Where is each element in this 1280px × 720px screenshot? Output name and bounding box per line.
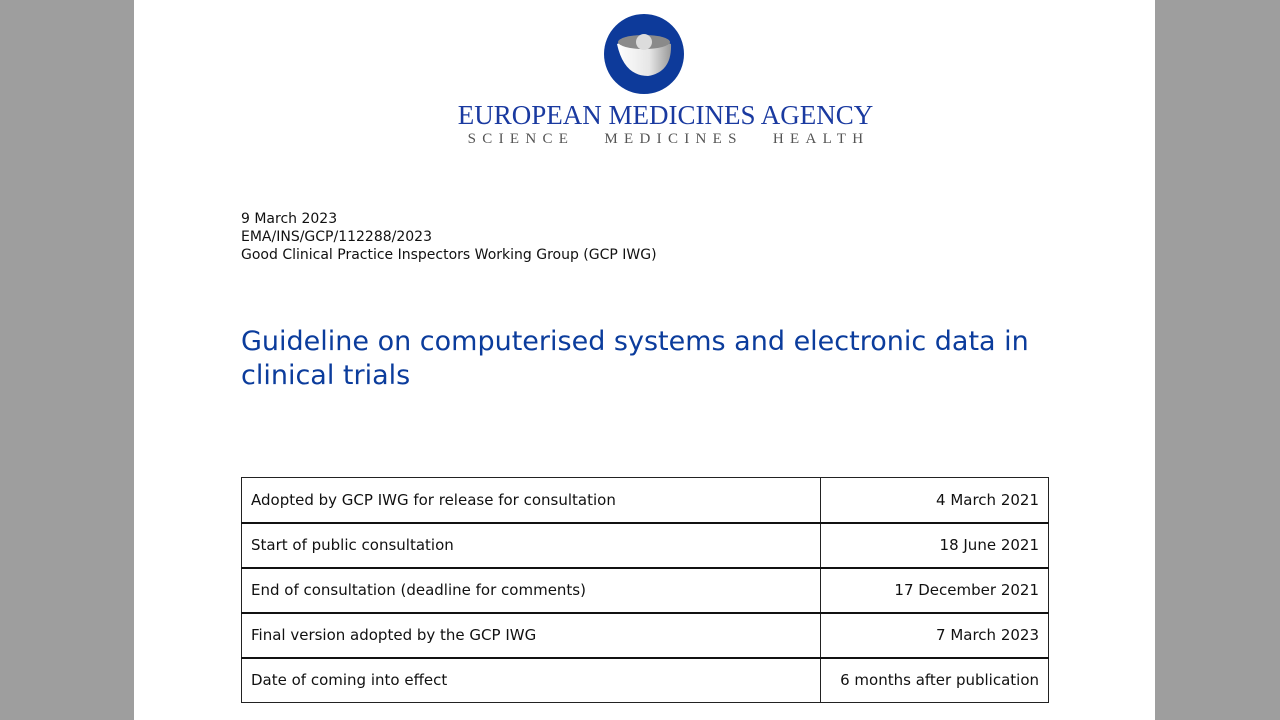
document-date: 9 March 2023 [241,211,338,227]
agency-tagline: SCIENCE MEDICINES HEALTH [467,131,870,147]
working-group: Good Clinical Practice Inspectors Working Group (GCP IWG) [241,247,657,263]
document-reference: EMA/INS/GCP/112288/2023 [241,229,432,245]
row-value: 6 months after publication [821,658,1049,703]
table-row [242,568,1049,613]
ema-logo-icon [604,14,684,94]
table-row [242,658,1049,703]
agency-name: EUROPEAN MEDICINES AGENCY [457,100,874,130]
row-value: 17 December 2021 [821,568,1049,613]
timeline-table [241,477,1049,703]
row-value: 18 June 2021 [821,523,1049,568]
row-value: 7 March 2023 [821,613,1049,658]
row-label: Start of public consultation [242,523,821,568]
row-label: Final version adopted by the GCP IWG [242,613,821,658]
table-row [242,613,1049,658]
document-page [134,0,1155,720]
row-label: Adopted by GCP IWG for release for consultation [242,478,821,523]
document-meta [241,210,657,264]
row-label: End of consultation (deadline for comments) [242,568,821,613]
document-title: Guideline on computerised systems and electronic data in clinical trials [241,326,1029,391]
row-label: Date of coming into effect [242,658,821,703]
table-row [242,478,1049,523]
table-row [242,523,1049,568]
row-value: 4 March 2021 [821,478,1049,523]
